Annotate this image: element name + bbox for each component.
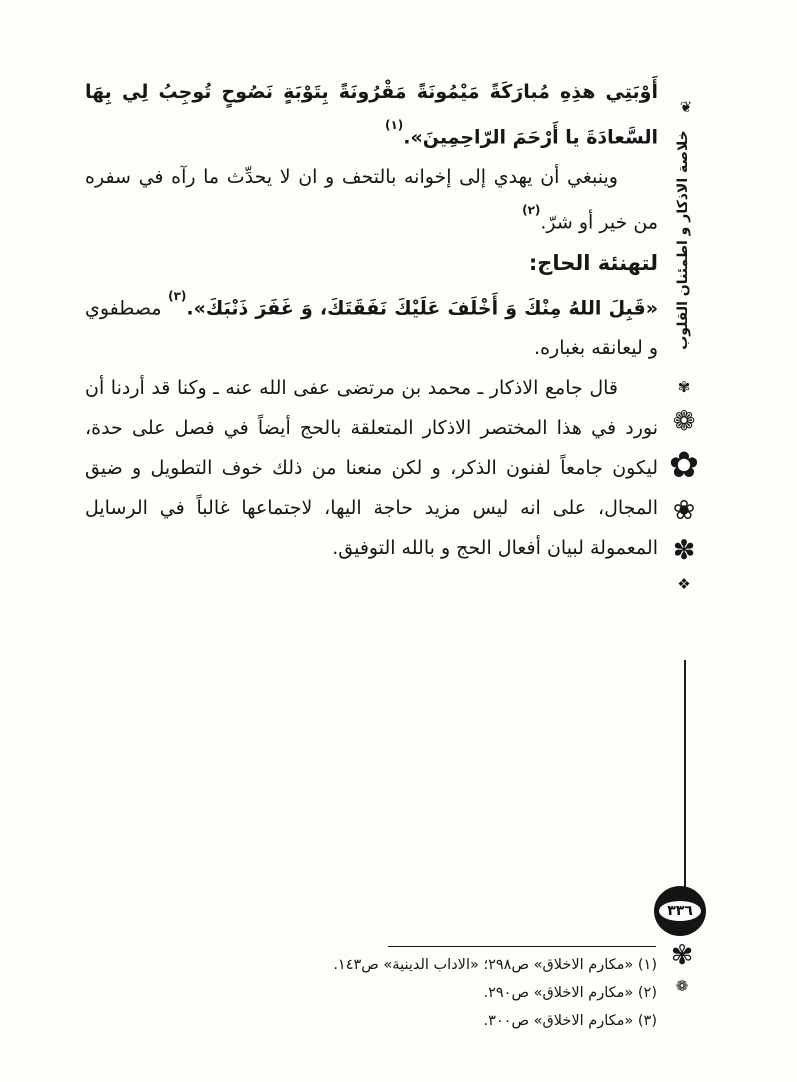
- main-text-column: [85, 72, 658, 568]
- floral-ornament-icon: ❁: [672, 406, 696, 437]
- section-heading: لتهنئة الحاج:: [528, 250, 658, 275]
- footnote-ref-2: (٢): [522, 203, 541, 218]
- floral-ornament-icon: ✾: [670, 940, 694, 971]
- book-spine-title: خلاصة الاذكار و اطمئنان القلوب: [675, 130, 691, 350]
- floral-ornament-icon: ❁: [675, 977, 689, 995]
- footnote-item: (٣) «مكارم الاخلاق» ص٣٠٠.: [483, 1013, 657, 1029]
- footnote-ref-1: (١): [384, 118, 404, 132]
- page-number-badge: [654, 886, 706, 936]
- footnote-item: (١) «مكارم الاخلاق» ص٢٩٨؛ «الاداب الدينية» ص١٤٣.: [333, 957, 657, 973]
- page-number: ٣٣٦: [667, 903, 693, 919]
- footnote-separator: [388, 946, 656, 947]
- ornament-column-bottom: [660, 942, 704, 994]
- floral-ornament-icon: ✽: [672, 535, 696, 566]
- paragraph-tahnia: [85, 283, 658, 368]
- floral-ornament-icon: ❀: [672, 495, 696, 526]
- floral-ornament-icon: ✾: [677, 378, 691, 396]
- vertical-rule: [684, 660, 686, 887]
- tahnia-rest-text: مصطفوي و ليعانقه بغباره.: [85, 296, 658, 359]
- fleuron-icon: ❦: [679, 98, 693, 116]
- ornament-column: [660, 380, 708, 592]
- floral-ornament-icon: ✿: [668, 445, 700, 486]
- footnotes-block: [177, 951, 657, 1035]
- footnote-ref-3: (٣): [168, 288, 187, 303]
- tahnia-quote-text: «قَبِلَ اللهُ مِنْكَ وَ أَخْلَفَ عَلَيْكَ نَفَقَتَكَ، وَ غَفَرَ ذَنْبَكَ».: [186, 296, 658, 319]
- paragraph-gifts: [85, 157, 658, 242]
- footnote-item: (٢) «مكارم الاخلاق» ص٢٩٠.: [483, 985, 657, 1001]
- paragraph-closing: قال جامع الاذكار ـ محمد بن مرتضى عفى الله عنه ـ وكنا قد أردنا أن نورد في هذا المختصر الاذكار المتعلقة بالحج أيضاً في فصل على حدة، ليكون جامعاً لفنون الذكر، و لكن منعنا من ذلك خوف التطويل و ضيق المجال، على انه ليس مزيد حاجة اليها، لاجتماعها غالباً في الرسايل المعمولة لبيان أفعال الحج و بالله التوفيق.: [85, 376, 658, 559]
- dua-text: أَوْبَتِي هذِهِ مُبارَكَةً مَيْمُونَةً مَقْرُونَةً بِتَوْبَةٍ نَصُوحٍ تُوجِبُ لِي بِهَا السَّعادَةَ يا أَرْحَمَ الرّاحِمِينَ».: [85, 81, 658, 149]
- paragraph-opening-dua: [85, 72, 658, 157]
- diamond-ornament-icon: ❖: [677, 575, 691, 593]
- gifts-text: وينبغي أن يهدي إلى إخوانه بالتحف و ان لا يحدِّث ما رآه في سفره من خير أو شرّ.: [85, 166, 658, 234]
